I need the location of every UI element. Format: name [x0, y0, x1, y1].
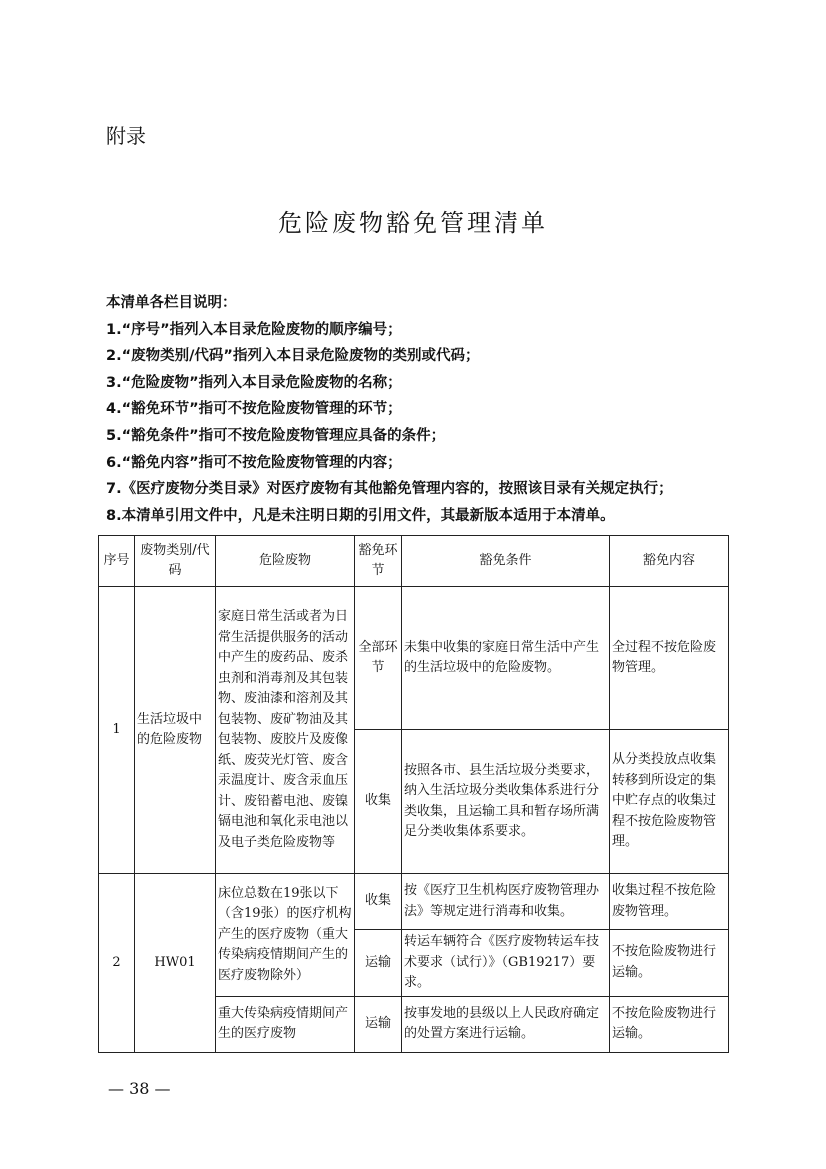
- header-no: 序号: [99, 536, 135, 587]
- appendix-label: 附录: [106, 124, 146, 148]
- note-item: 4.“豁免环节”指可不按危险废物管理的环节；: [106, 401, 402, 418]
- note-item: 2.“废物类别/代码”指列入本目录危险废物的类别或代码；: [106, 348, 480, 365]
- exemption-content: 从分类投放点收集转移到所设定的集中贮存点的收集过程不按危险废物管理。: [610, 730, 729, 874]
- header-stage: 豁免环节: [355, 536, 402, 587]
- header-category: 废物类别/代码: [135, 536, 216, 587]
- waste-category: 生活垃圾中的危险废物: [135, 587, 216, 874]
- table-row: [99, 874, 729, 930]
- column-notes: [106, 290, 726, 529]
- note-item: 3.“危险废物”指列入本目录危险废物的名称；: [106, 374, 402, 391]
- exemption-condition: 按事发地的县级以上人民政府确定的处置方案进行运输。: [402, 996, 610, 1052]
- exemption-stage: 运输: [355, 930, 402, 997]
- table-header-row: [99, 536, 729, 587]
- exemption-condition: 按《医疗卫生机构医疗废物管理办法》等规定进行消毒和收集。: [402, 874, 610, 930]
- exemption-content: 不按危险废物进行运输。: [610, 996, 729, 1052]
- note-item: 5.“豁免条件”指可不按危险废物管理应具备的条件；: [106, 427, 446, 444]
- notes-heading: 本清单各栏目说明：: [106, 295, 237, 311]
- header-waste: 危险废物: [216, 536, 355, 587]
- waste-category: HW01: [135, 874, 216, 1053]
- waste-name: 家庭日常生活或者为日常生活提供服务的活动中产生的废药品、废杀虫剂和消毒剂及其包装物、废油漆和溶剂及其包装物、废矿物油及其包装物、废胶片及废像纸、废荧光灯管、废含汞温度计、废含汞血压计、废铅蓄电池、废镍镉电池和氧化汞电池以及电子类危险废物等: [216, 587, 355, 874]
- note-item: 1.“序号”指列入本目录危险废物的顺序编号；: [106, 321, 402, 338]
- exemption-stage: 运输: [355, 996, 402, 1052]
- exemption-stage: 收集: [355, 874, 402, 930]
- exemption-stage: 收集: [355, 730, 402, 874]
- note-item: 6.“豁免内容”指可不按危险废物管理的内容；: [106, 454, 402, 471]
- table-row: [99, 587, 729, 730]
- exemption-content: 不按危险废物进行运输。: [610, 930, 729, 997]
- exemption-condition: 未集中收集的家庭日常生活中产生的生活垃圾中的危险废物。: [402, 587, 610, 730]
- waste-name: 床位总数在19张以下（含19张）的医疗机构产生的医疗废物（重大传染病疫情期间产生的医疗废物除外）: [216, 874, 355, 997]
- row-number: 2: [99, 874, 135, 1053]
- note-item: 8.本清单引用文件中，凡是未注明日期的引用文件，其最新版本适用于本清单。: [106, 507, 615, 524]
- header-condition: 豁免条件: [402, 536, 610, 587]
- exemption-condition: 转运车辆符合《医疗废物转运车技术要求（试行）》（GB19217）要求。: [402, 930, 610, 997]
- row-number: 1: [99, 587, 135, 874]
- exemption-table: [98, 535, 729, 1053]
- header-content: 豁免内容: [610, 536, 729, 587]
- exemption-condition: 按照各市、县生活垃圾分类要求，纳入生活垃圾分类收集体系进行分类收集，且运输工具和暂存场所满足分类收集体系要求。: [402, 730, 610, 874]
- document-title: 危险废物豁免管理清单: [278, 209, 548, 237]
- note-item: 7.《医疗废物分类目录》对医疗废物有其他豁免管理内容的，按照该目录有关规定执行；: [106, 481, 673, 498]
- page-number: — 38 —: [108, 1079, 171, 1098]
- exemption-content: 全过程不按危险废物管理。: [610, 587, 729, 730]
- waste-name: 重大传染病疫情期间产生的医疗废物: [216, 996, 355, 1052]
- exemption-stage: 全部环节: [355, 587, 402, 730]
- exemption-content: 收集过程不按危险废物管理。: [610, 874, 729, 930]
